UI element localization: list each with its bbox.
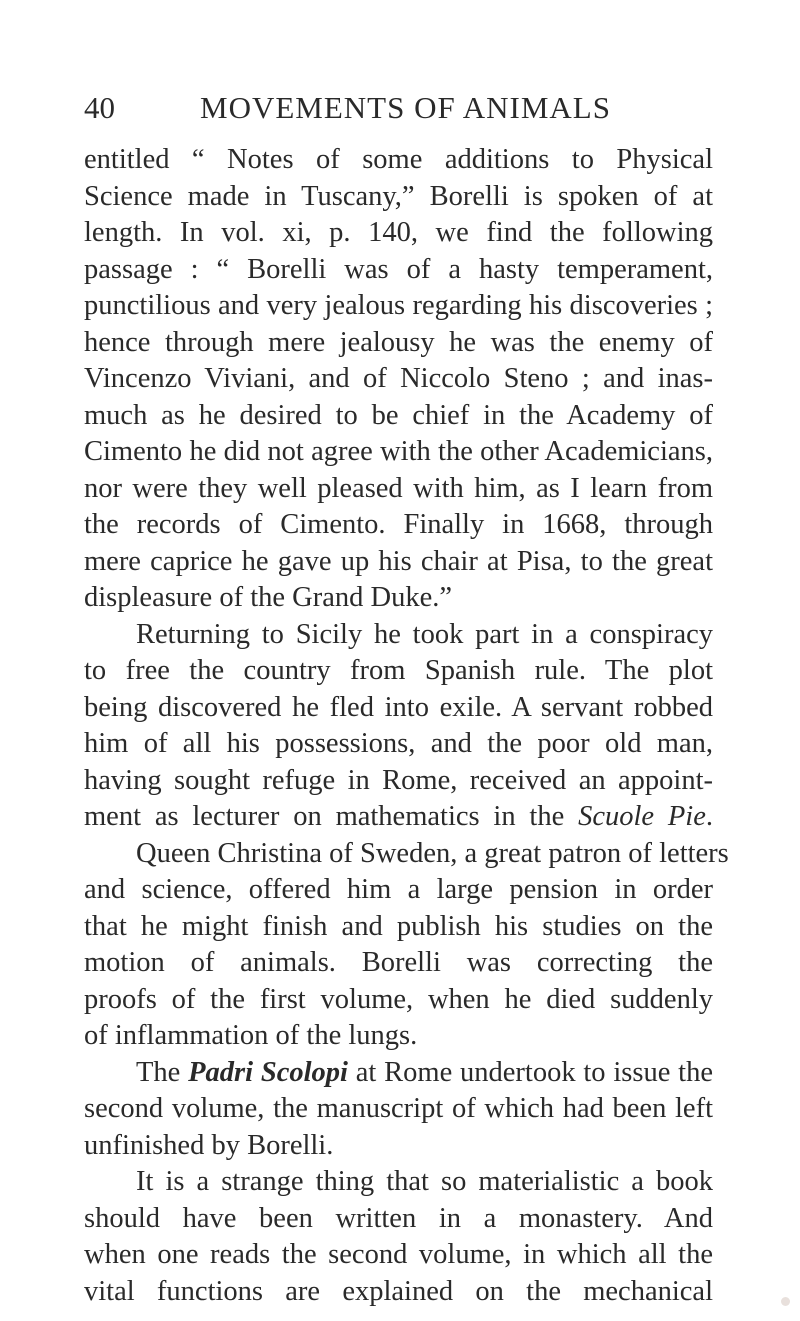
text-line: Queen Christina of Sweden, a great patron of letters <box>136 837 729 869</box>
text-line: It is a strange thing that so materialistic a book <box>136 1166 713 1197</box>
text-line: displeasure of the Grand Duke.” <box>84 582 452 613</box>
page-header <box>84 90 724 134</box>
text-line: the records of Cimento. Finally in 1668, through <box>84 509 713 540</box>
text-line: Science made in Tuscany,” Borelli is spoken of at <box>84 180 713 212</box>
text-line: length. In vol. xi, p. 140, we find the following <box>84 217 713 248</box>
text-line: motion of animals. Borelli was correcting the <box>84 947 713 978</box>
text-line: much as he desired to be chief in the Academy of <box>84 399 713 431</box>
running-title: MOVEMENTS OF ANIMALS <box>200 90 611 125</box>
text-line: punctilious and very jealous regarding his discoveries ; <box>84 290 713 321</box>
text-line: The Padri Scolopi at Rome undertook to issue the <box>136 1056 713 1088</box>
text-line: having sought refuge in Rome, received an appoint- <box>84 764 713 796</box>
text-line: being discovered he fled into exile. A servant robbed <box>84 691 713 723</box>
text-line: of inflammation of the lungs. <box>84 1020 418 1051</box>
text-line: passage : “ Borelli was of a hasty temperament, <box>84 253 713 285</box>
ink-speck <box>781 1297 790 1306</box>
text-line: hence through mere jealousy he was the enemy of <box>84 326 713 358</box>
text-line: to free the country from Spanish rule. The plot <box>84 655 713 686</box>
text-line: Vincenzo Viviani, and of Niccolo Steno ; and inas- <box>84 363 713 394</box>
text-line: entitled “ Notes of some additions to Physical <box>84 144 713 175</box>
text-line: second volume, the manuscript of which had been left <box>84 1093 713 1124</box>
text-line: unfinished by Borelli. <box>84 1129 334 1161</box>
text-line: proofs of the first volume, when he died suddenly <box>84 983 713 1015</box>
text-line: mere caprice he gave up his chair at Pisa, to the great <box>84 545 713 577</box>
text-line: when one reads the second volume, in which all the <box>84 1239 713 1270</box>
text-line: Cimento he did not agree with the other Academicians, <box>84 436 713 467</box>
text-line: Returning to Sicily he took part in a conspiracy <box>136 618 713 650</box>
text-line: that he might finish and publish his studies on the <box>84 910 713 942</box>
page-number: 40 <box>84 90 115 125</box>
text-line: nor were they well pleased with him, as I learn from <box>84 472 713 504</box>
text-line: vital functions are explained on the mechanical <box>84 1275 713 1307</box>
text-line: should have been written in a monastery. And <box>84 1202 713 1234</box>
text-line: him of all his possessions, and the poor old man, <box>84 728 713 759</box>
italic-term: Padri Scolopi <box>188 1056 348 1088</box>
text-line: ment as lecturer on mathematics in the Scuole Pie. <box>84 801 713 832</box>
italic-term: Scuole Pie <box>578 801 706 832</box>
text-line: and science, offered him a large pension in order <box>84 874 713 905</box>
